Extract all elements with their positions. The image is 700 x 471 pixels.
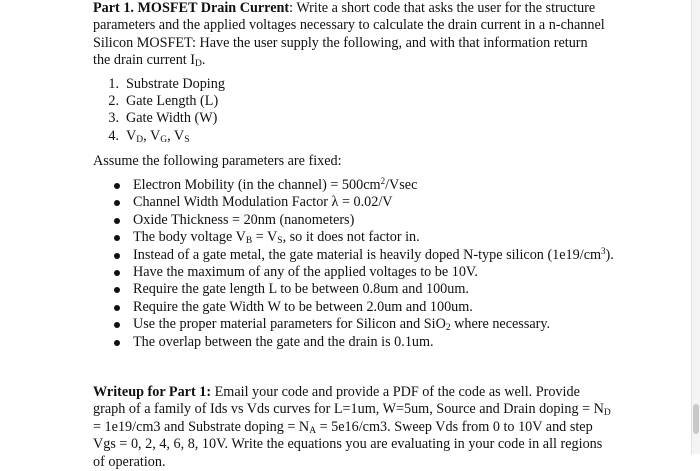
bullet-icon: [114, 287, 120, 293]
list-text: [126, 128, 189, 144]
voltage-sub: G: [160, 134, 168, 145]
assume-text: Assume the following parameters are fixed:: [93, 153, 342, 169]
writeup-heading: Writeup for Part 1:: [93, 384, 212, 400]
bullet-icon: [114, 270, 120, 276]
param-text: Oxide Thickness = 20nm (nanometers): [133, 211, 355, 228]
bullet-icon: [114, 322, 120, 328]
writeup-paragraph: [93, 384, 613, 471]
requirements-list: [93, 76, 593, 145]
vertical-scrollbar[interactable]: [691, 0, 700, 454]
list-item: [110, 299, 630, 316]
list-item: [110, 247, 630, 264]
voltage-label: V: [126, 127, 137, 144]
param-sup: 3: [601, 245, 606, 256]
param-text: The body voltage V: [133, 229, 246, 246]
bullet-icon: [114, 200, 120, 206]
bullet-icon: [114, 305, 120, 311]
part1-intro-end: .: [201, 52, 206, 69]
param-text: The overlap between the gate and the drain is 0.1um.: [133, 333, 434, 350]
voltage-label: , V: [167, 127, 185, 144]
list-number: 1.: [108, 76, 119, 92]
list-item: [110, 229, 630, 246]
param-text: Require the gate Width W to be between 2.0um and 100um.: [133, 298, 473, 315]
param-sup: 2: [380, 176, 386, 186]
part1-intro: : Write a short code that asks the user for the structure parameters and the applied voltages necessary to calculate the drain current in a n-channel Silicon MOSFET: Have the user supply the following, and with that information return the drain current I: [93, 0, 605, 69]
param-text: /Vsec: [385, 177, 418, 193]
voltage-sub: S: [184, 134, 190, 145]
writeup-text: = 1e19/cm3 and Substrate doping = N: [93, 418, 310, 435]
bullet-icon: [114, 235, 120, 241]
bullet-icon: [114, 183, 120, 189]
bullet-icon: [114, 340, 120, 346]
param-text: Have the maximum of any of the applied voltages to be 10V.: [133, 263, 478, 280]
writeup-sub: D: [603, 408, 611, 419]
param-sub: 2: [445, 323, 451, 334]
param-text: , so it does not factor in.: [282, 229, 420, 246]
list-number: 4.: [108, 127, 119, 144]
writeup-text: Email your code and provide a PDF of the code as well. Provide graph of a family of Ids vs Vds curves for L=1um, W=5um, Source and Drain doping = N: [93, 384, 604, 418]
voltage-sub: D: [136, 134, 144, 145]
list-item: [93, 76, 593, 93]
list-number: 2.: [108, 93, 119, 110]
bullet-icon: [114, 218, 120, 224]
scrollbar-thumb[interactable]: [693, 404, 699, 434]
list-item: [110, 334, 630, 351]
part1-heading: Part 1. MOSFET Drain Current: [93, 0, 290, 16]
param-sub: S: [277, 236, 283, 247]
param-text: = V: [252, 229, 278, 246]
part1-intro-sub: D: [195, 59, 202, 70]
param-text: ).: [605, 246, 614, 263]
part1-paragraph: [93, 0, 608, 70]
list-number: 3.: [108, 110, 119, 127]
list-item: [93, 93, 593, 110]
param-text: Electron Mobility (in the channel) = 500cm: [133, 177, 381, 193]
list-text: Gate Length (L): [126, 93, 219, 110]
bullet-icon: [114, 253, 120, 259]
list-item: [93, 110, 593, 127]
list-text: Substrate Doping: [126, 76, 225, 92]
list-item: [93, 128, 593, 145]
list-item: [110, 316, 630, 333]
param-text: Use the proper material parameters for Silicon and SiO: [133, 316, 446, 333]
list-item: [110, 281, 630, 298]
writeup-sub: A: [309, 425, 317, 436]
param-text: Require the gate length L to be between 0.8um and 100um.: [133, 281, 469, 298]
param-sub: B: [245, 236, 253, 247]
list-item: [110, 194, 630, 211]
param-text: where necessary.: [450, 316, 551, 333]
list-item: [110, 264, 630, 281]
list-item: [110, 177, 630, 194]
list-item: [110, 212, 630, 229]
fixed-parameters-list: [110, 177, 630, 351]
list-text: Gate Width (W): [126, 110, 218, 127]
param-text: Channel Width Modulation Factor λ = 0.02/V: [133, 194, 393, 211]
voltage-label: , V: [143, 127, 161, 144]
param-text: Instead of a gate metal, the gate material is heavily doped N-type silicon (1e19/cm: [133, 246, 602, 263]
writeup-text: = 5e16/cm3. Sweep Vds from 0 to 10V and step Vgs = 0, 2, 4, 6, 8, 10V. Write the equations you are evaluating in your code in all regions of operation.: [93, 418, 603, 470]
